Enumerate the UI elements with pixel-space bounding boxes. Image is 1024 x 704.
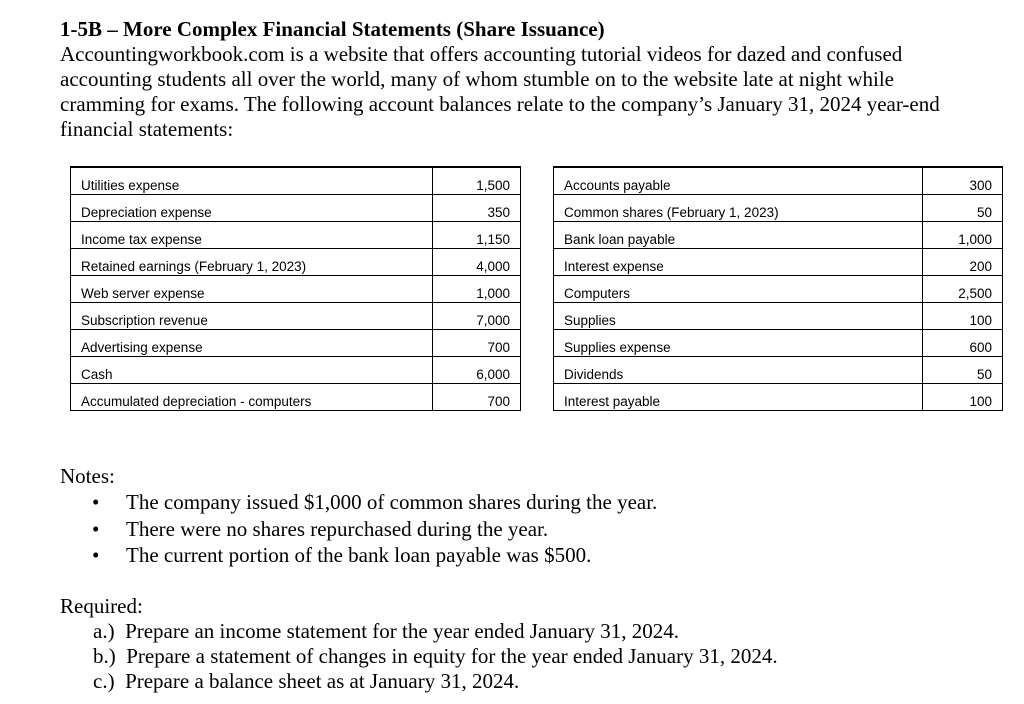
table-row [554, 383, 1003, 410]
account-amount: 4,000 [433, 248, 521, 275]
note-item [60, 516, 657, 543]
required-section [60, 594, 778, 694]
required-list [60, 619, 778, 694]
account-amount: 2,500 [923, 275, 1003, 302]
account-name: Web server expense [71, 275, 433, 302]
table-row [554, 194, 1003, 221]
account-amount: 200 [923, 248, 1003, 275]
account-name: Accumulated depreciation - computers [71, 383, 433, 410]
account-amount: 300 [923, 167, 1003, 194]
account-name: Accounts payable [554, 167, 923, 194]
table-row [71, 167, 521, 194]
table-row [554, 302, 1003, 329]
account-name: Supplies [554, 302, 923, 329]
required-label: Required: [60, 594, 143, 618]
account-name: Interest payable [554, 383, 923, 410]
account-name: Utilities expense [71, 167, 433, 194]
table-row [554, 221, 1003, 248]
account-name: Income tax expense [71, 221, 433, 248]
table-row [71, 194, 521, 221]
account-name: Bank loan payable [554, 221, 923, 248]
account-name: Depreciation expense [71, 194, 433, 221]
table-row [71, 356, 521, 383]
account-amount: 6,000 [433, 356, 521, 383]
account-name: Retained earnings (February 1, 2023) [71, 248, 433, 275]
account-name: Subscription revenue [71, 302, 433, 329]
table-row [554, 275, 1003, 302]
note-text: The company issued $1,000 of common shares during the year. [126, 490, 658, 514]
account-amount: 1,000 [923, 221, 1003, 248]
bullet-icon: • [92, 490, 100, 514]
table-row [71, 302, 521, 329]
account-balances-right-body [554, 167, 1003, 410]
problem-title: 1-5B – More Complex Financial Statements (Share Issuance) [60, 17, 605, 41]
table-row [554, 248, 1003, 275]
account-amount: 1,500 [433, 167, 521, 194]
note-text: The current portion of the bank loan payable was $500. [126, 543, 592, 567]
table-row [554, 356, 1003, 383]
account-amount: 7,000 [433, 302, 521, 329]
account-amount: 1,000 [433, 275, 521, 302]
problem-heading [60, 16, 960, 142]
account-name: Cash [71, 356, 433, 383]
note-item [60, 489, 657, 516]
account-amount: 1,150 [433, 221, 521, 248]
table-row [71, 248, 521, 275]
notes-list [60, 489, 657, 569]
table-row [71, 329, 521, 356]
account-balances-table-right [553, 166, 1003, 411]
table-row [554, 167, 1003, 194]
account-amount: 600 [923, 329, 1003, 356]
problem-intro: Accountingworkbook.com is a website that offers accounting tutorial videos for dazed and confused accounting students all over the world, many of whom stumble on to the website late at night while cramming for exams. The following account balances relate to the company’s January 31, 2024 year-end financial statements: [60, 42, 940, 141]
bullet-icon: • [92, 543, 100, 567]
table-row [71, 383, 521, 410]
account-name: Common shares (February 1, 2023) [554, 194, 923, 221]
required-item: a.) Prepare an income statement for the year ended January 31, 2024. [93, 619, 680, 643]
required-item: b.) Prepare a statement of changes in equity for the year ended January 31, 2024. [93, 644, 778, 668]
notes-section [60, 463, 657, 569]
account-amount: 700 [433, 329, 521, 356]
account-amount: 50 [923, 356, 1003, 383]
account-name: Computers [554, 275, 923, 302]
bullet-icon: • [92, 516, 100, 541]
account-name: Interest expense [554, 248, 923, 275]
notes-label: Notes: [60, 464, 115, 488]
account-amount: 100 [923, 302, 1003, 329]
account-amount: 50 [923, 194, 1003, 221]
account-name: Dividends [554, 356, 923, 383]
table-row [71, 275, 521, 302]
table-row [554, 329, 1003, 356]
account-name: Advertising expense [71, 329, 433, 356]
account-amount: 700 [433, 383, 521, 410]
required-item: c.) Prepare a balance sheet as at January 31, 2024. [93, 669, 520, 693]
account-balances-left-body [71, 167, 521, 410]
note-item [60, 542, 657, 569]
account-amount: 100 [923, 383, 1003, 410]
table-row [71, 221, 521, 248]
note-text: There were no shares repurchased during the year. [126, 516, 549, 541]
account-balances-table-left [70, 166, 521, 411]
account-name: Supplies expense [554, 329, 923, 356]
account-amount: 350 [433, 194, 521, 221]
